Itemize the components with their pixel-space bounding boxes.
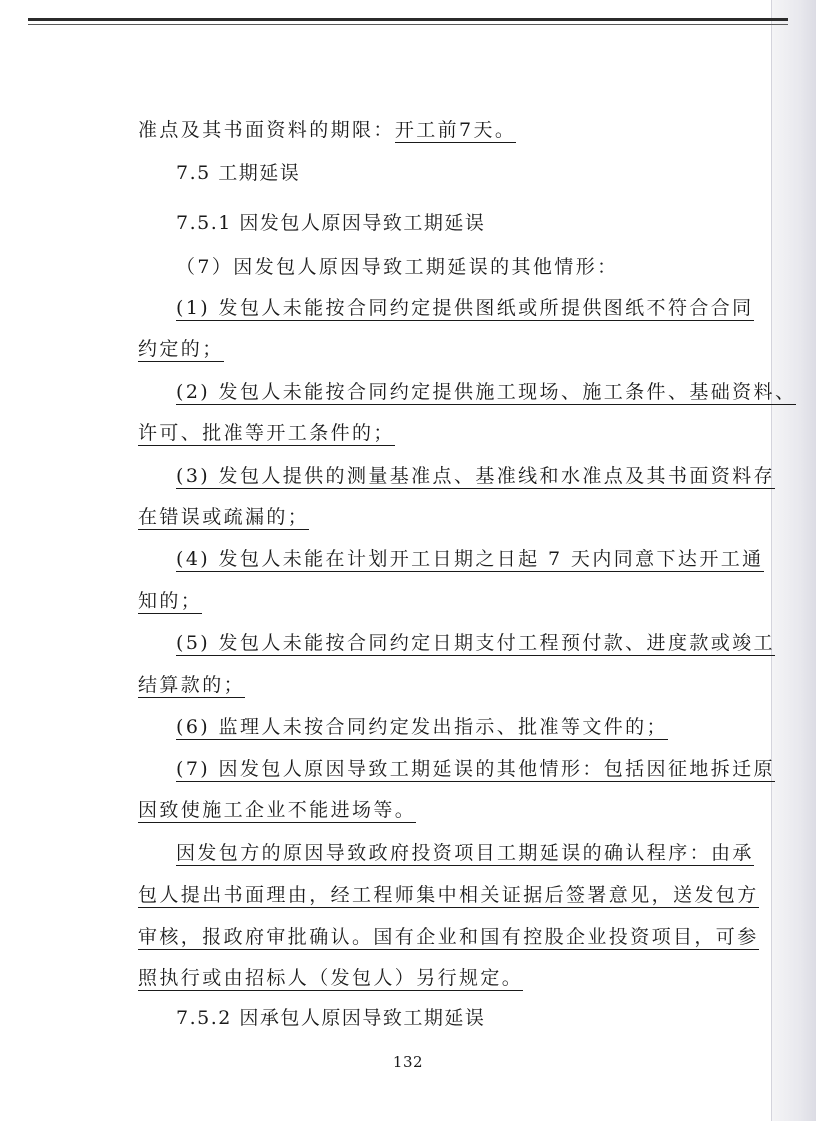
underlined-text: (7) 因发包人原因导致工期延误的其他情形：包括因征地拆迁原 xyxy=(176,758,775,780)
underlined-text: 知的； xyxy=(138,590,203,612)
underlined-text: 许可、批准等开工条件的； xyxy=(138,422,395,444)
confirmation-procedure-line-3 xyxy=(138,924,759,950)
header-rule xyxy=(28,18,788,21)
confirmation-procedure-line-2 xyxy=(138,882,759,908)
underlined-text: 照执行或由招标人（发包人）另行规定。 xyxy=(138,967,524,989)
clause-item-5-cont xyxy=(138,672,245,698)
subsection-heading-7-5-2 xyxy=(176,1005,485,1031)
underlined-text: 因致使施工企业不能进场等。 xyxy=(138,799,417,821)
underlined-text: 因发包方的原因导致政府投资项目工期延误的确认程序：由承 xyxy=(176,842,754,864)
scan-edge-line xyxy=(771,0,772,1121)
clause-item-6 xyxy=(176,714,668,740)
clause-item-7 xyxy=(176,756,775,782)
clause-item-5 xyxy=(176,630,775,656)
clause-7-intro xyxy=(176,254,619,280)
underlined-text: (1) 发包人未能按合同约定提供图纸或所提供图纸不符合合同 xyxy=(176,297,754,319)
clause-item-1-cont xyxy=(138,336,224,362)
underlined-text: 审核，报政府审批确认。国有企业和国有控股企业投资项目，可参 xyxy=(138,926,759,948)
subsection-heading-7-5-1 xyxy=(176,210,485,236)
clause-item-2-cont xyxy=(138,420,395,446)
underlined-text: 包人提出书面理由，经工程师集中相关证据后签署意见，送发包方 xyxy=(138,884,759,906)
line-text: 准点及其书面资料的期限： xyxy=(138,119,395,141)
confirmation-procedure-paragraph xyxy=(176,840,754,866)
clause-item-3 xyxy=(176,463,775,489)
underlined-text: 在错误或疏漏的； xyxy=(138,506,310,528)
underlined-text: (5) 发包人未能按合同约定日期支付工程预付款、进度款或竣工 xyxy=(176,632,775,654)
scan-edge-shadow xyxy=(772,0,816,1121)
clause-item-4-cont xyxy=(138,588,202,614)
section-heading-7-5 xyxy=(176,160,300,186)
underlined-text: (2) 发包人未能按合同约定提供施工现场、施工条件、基础资料、 xyxy=(176,381,797,403)
underlined-text: (6) 监理人未按合同约定发出指示、批准等文件的； xyxy=(176,716,668,738)
text-line xyxy=(138,117,516,143)
clause-item-1 xyxy=(176,295,754,321)
heading-text: 7.5 工期延误 xyxy=(176,162,301,184)
underlined-text: 约定的； xyxy=(138,338,224,360)
clause-item-4 xyxy=(176,546,764,572)
confirmation-procedure-line-4 xyxy=(138,965,523,991)
underlined-text: 开工前7天。 xyxy=(394,119,517,141)
clause-item-7-cont xyxy=(138,797,416,823)
clause-item-2 xyxy=(176,379,796,405)
heading-text: 7.5.2 因承包人原因导致工期延误 xyxy=(176,1007,486,1029)
heading-text: 7.5.1 因发包人原因导致工期延误 xyxy=(176,212,486,234)
underlined-text: (3) 发包人提供的测量基准点、基准线和水准点及其书面资料存 xyxy=(176,465,775,487)
underlined-text: (4) 发包人未能在计划开工日期之日起 7 天内同意下达开工通 xyxy=(176,548,764,570)
header-rule-thin xyxy=(28,24,788,25)
line-text: （7）因发包人原因导致工期延误的其他情形： xyxy=(176,256,619,278)
underlined-text: 结算款的； xyxy=(138,674,246,696)
page-number: 132 xyxy=(392,1053,424,1071)
clause-item-3-cont xyxy=(138,504,309,530)
